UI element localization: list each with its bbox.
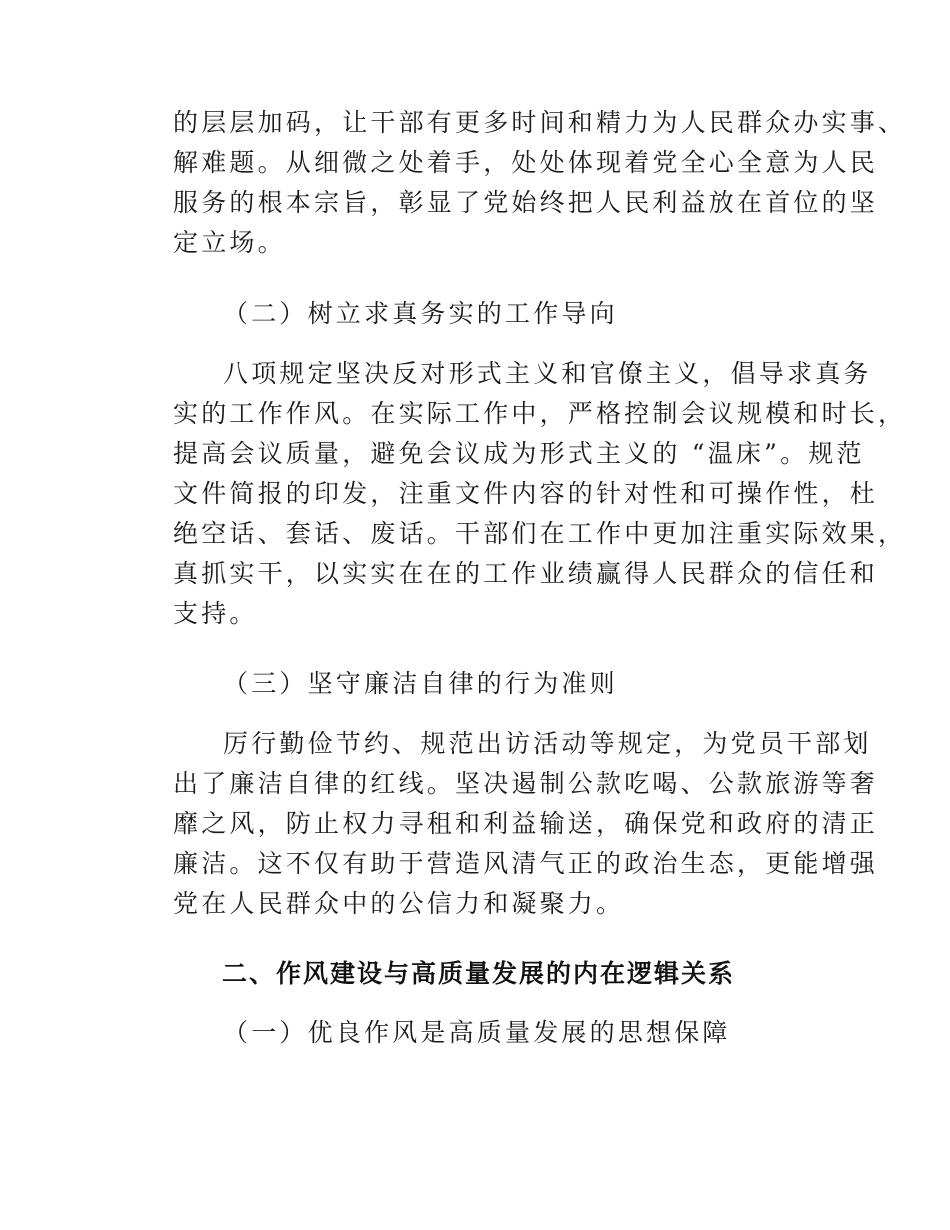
paragraph-line: 实的工作作风。在实际工作中，严格控制会议规模和时长， <box>173 399 907 428</box>
paragraph-line: 服务的根本宗旨，彰显了党始终把人民利益放在首位的坚 <box>173 188 879 217</box>
subheading-practical-work: （二）树立求真务实的工作导向 <box>223 299 618 328</box>
paragraph-line: 提高会议质量，避免会议成为形式主义的 “温床”。规范 <box>173 439 865 468</box>
subheading-ideological-guarantee: （一）优良作风是高质量发展的思想保障 <box>223 1018 731 1047</box>
paragraph-line: 定立场。 <box>173 228 286 257</box>
paragraph-line: 的层层加码，让干部有更多时间和精力为人民群众办实事、 <box>173 108 907 137</box>
paragraph-practical-work <box>173 354 907 634</box>
paragraph-line: 厉行勤俭节约、规范出访活动等规定，为党员干部划 <box>223 729 872 758</box>
paragraph-line: 文件简报的印发，注重文件内容的针对性和可操作性，杜 <box>173 479 879 508</box>
section-heading: 二、作风建设与高质量发展的内在逻辑关系 <box>222 959 736 988</box>
paragraph-line: 党在人民群众中的公信力和凝聚力。 <box>173 889 625 918</box>
paragraph-integrity <box>173 724 879 924</box>
paragraph-line: 廉洁。这不仅有助于营造风清气正的政治生态，更能增强 <box>173 849 879 878</box>
paragraph-continuation <box>173 103 907 263</box>
paragraph-line: 靡之风，防止权力寻租和利益输送，确保党和政府的清正 <box>173 809 879 838</box>
subheading-integrity: （三）坚守廉洁自律的行为准则 <box>223 669 618 698</box>
paragraph-line: 解难题。从细微之处着手，处处体现着党全心全意为人民 <box>173 148 879 177</box>
paragraph-line: 绝空话、套话、废话。干部们在工作中更加注重实际效果， <box>173 519 907 548</box>
paragraph-line: 支持。 <box>173 599 258 628</box>
paragraph-line: 八项规定坚决反对形式主义和官僚主义，倡导求真务 <box>223 359 872 388</box>
paragraph-line: 出了廉洁自律的红线。坚决遏制公款吃喝、公款旅游等奢 <box>173 769 879 798</box>
paragraph-line: 真抓实干，以实实在在的工作业绩赢得人民群众的信任和 <box>173 559 879 588</box>
